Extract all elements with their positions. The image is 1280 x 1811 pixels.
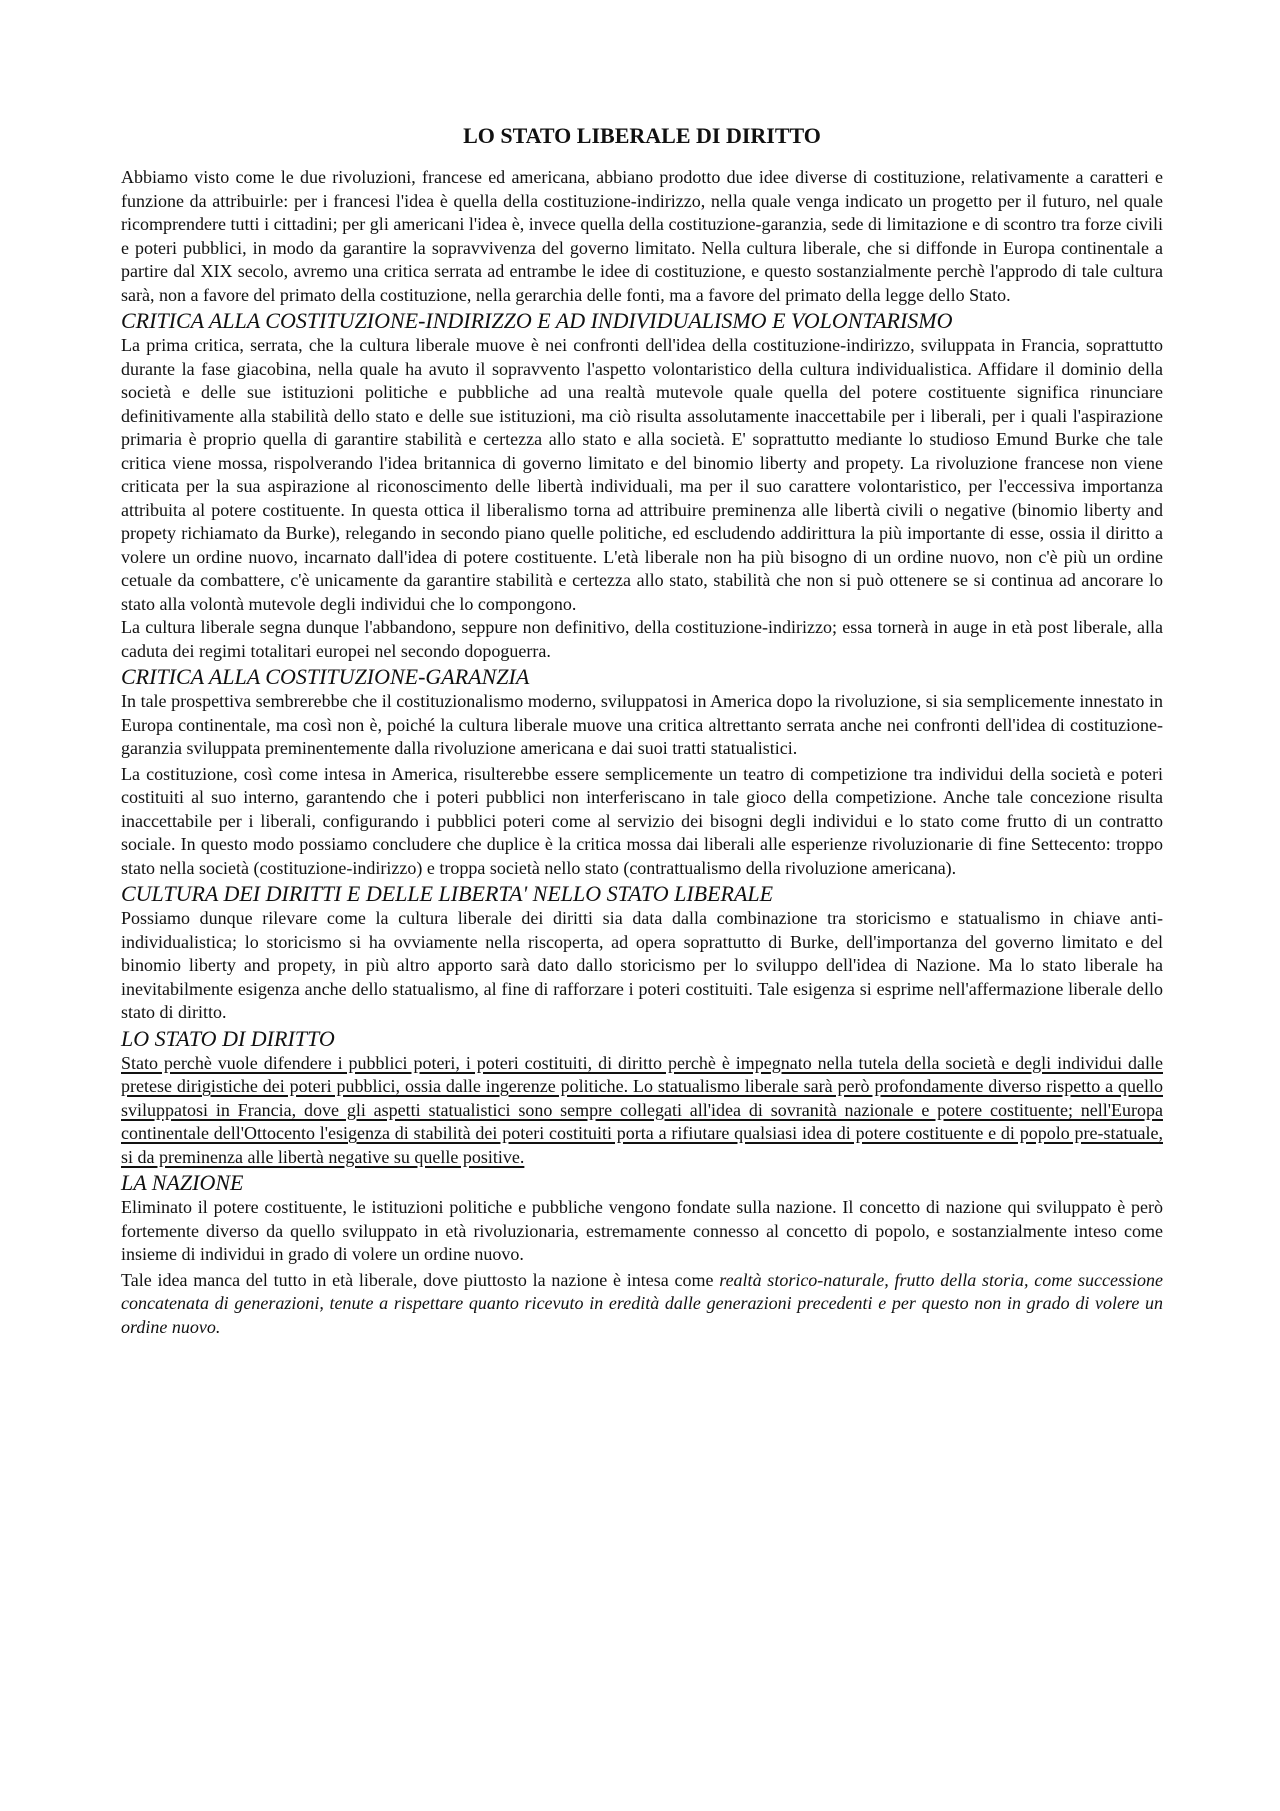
plain-text-run: Tale idea manca del tutto in età liberale, dove piuttosto la nazione è intesa come: [121, 1269, 720, 1290]
section-paragraph: Eliminato il potere costituente, le istituzioni politiche e pubbliche vengono fondate sulla nazione. Il concetto di nazione qui sviluppato è però fortemente diverso da quello sviluppato in età rivoluzionaria, estremamente connesso al concetto di popolo, e sostanzialmente inteso come insieme di individui in grado di volere un ordine nuovo.: [121, 1197, 1163, 1264]
section-paragraph: La costituzione, così come intesa in America, risulterebbe essere semplicemente un teatro di competizione tra individui della società e poteri costituiti al suo interno, garantendo che i poteri pubblici non interferiscano in tale gioco della competizione. Anche tale concezione risulta inaccettabile per i liberali, configurando i pubblici poteri come al servizio dei bisogni degli individui e lo stato come frutto di un contratto sociale. In questo modo possiamo concludere che duplice è la critica mossa dai liberali alle esperienze rivoluzionarie di fine Settecento: troppo stato nella società (costituzione-indirizzo) e troppa società nello stato (contrattualismo della rivoluzione americana).: [121, 763, 1163, 878]
document-page: [121, 106, 1163, 1339]
section-heading: CRITICA ALLA COSTITUZIONE-GARANZIA: [121, 664, 530, 689]
italic-text-run: realtà storico-naturale, frutto della storia, come successione concatenata di generazioni, tenute a rispettare quanto ricevuto in eredità dalle generazioni precedenti e per questo non in grado di volere un ordine nuovo.: [121, 1269, 1164, 1337]
section-heading: CULTURA DEI DIRITTI E DELLE LIBERTA' NELLO STATO LIBERALE: [121, 881, 774, 906]
document-title: LO STATO LIBERALE DI DIRITTO: [463, 123, 821, 148]
underlined-paragraph: Stato perchè vuole difendere i pubblici poteri, i poteri costituiti, di diritto perchè è impegnato nella tutela della società e degli individui dalle pretese dirigistiche dei poteri pubblici, ossia dalle ingerenze politiche. Lo statualismo liberale sarà però profondamente diverso rispetto a quello sviluppatosi in Francia, dove gli aspetti statualistici sono sempre collegati all'idea di sovranità nazionale e potere costituente; nell'Europa continentale dell'Ottocento l'esigenza di stabilità dei poteri costituiti porta a rifiutare qualsiasi idea di potere costituente e di popolo pre-statuale, si da preminenza alle libertà negative su quelle positive.: [121, 1052, 1163, 1167]
section-paragraph: Possiamo dunque rilevare come la cultura liberale dei diritti sia data dalla combinazione tra storicismo e statualismo in chiave anti-individualistica; lo storicismo si ha ovviamente nella riscoperta, ad opera soprattutto di Burke, dell'importanza del governo limitato e del binomio liberty and propety, in più altro apporto sarà dato dallo storicismo per lo sviluppo dell'idea di Nazione. Ma lo stato liberale ha inevitabilmente esigenza anche dello statualismo, al fine di rafforzare i poteri costituiti. Tale esigenza si esprime nell'affermazione liberale dello stato di diritto.: [121, 908, 1163, 1022]
section-heading: LA NAZIONE: [121, 1170, 244, 1195]
section-paragraph: La cultura liberale segna dunque l'abbandono, seppure non definitivo, della costituzione-indirizzo; essa tornerà in auge in età post liberale, alla caduta dei regimi totalitari europei nel secondo dopoguerra.: [121, 617, 1163, 661]
section-stato-di-diritto: [121, 1026, 1163, 1170]
intro-paragraph: Abbiamo visto come le due rivoluzioni, francese ed americana, abbiano prodotto due idee diverse di costituzione, relativamente a caratteri e funzione da attribuirle: per i francesi l'idea è quella della costituzione-indirizzo, nella quale venga indicato un progetto per il futuro, nel quale ricomprendere tutti i cittadini; per gli americani l'idea è, invece quella della costituzione-garanzia, sede di limitazione e di scontro tra forze civili e poteri pubblici, in modo da garantire la sopravvivenza del governo limitato. Nella cultura liberale, che si diffonde in Europa continentale a partire dal XIX secolo, avremo una critica serrata ad entrambe le idee di costituzione, e questo sostanzialmente perchè l'approdo di tale cultura sarà, non a favore del primato della costituzione, nella gerarchia delle fonti, ma a favore del primato della legge dello Stato.: [121, 167, 1163, 305]
section-heading: LO STATO DI DIRITTO: [121, 1025, 335, 1051]
section-critica-garanzia: [121, 664, 1163, 880]
section-paragraph: In tale prospettiva sembrerebbe che il costituzionalismo moderno, sviluppatosi in America dopo la rivoluzione, si sia semplicemente innestato in Europa continentale, ma così non è, poiché la cultura liberale muove una critica altrettanto serrata anche nei confronti dell'idea di costituzione-garanzia sviluppata preminentemente dalla rivoluzione americana e dai suoi tratti statualistici.: [121, 691, 1163, 758]
section-cultura-diritti: [121, 881, 1163, 1025]
section-paragraph: La prima critica, serrata, che la cultura liberale muove è nei confronti dell'idea della costituzione-indirizzo, sviluppata in Francia, soprattutto durante la fase giacobina, nella quale ha avuto il sopravvento l'aspetto volontaristico della cultura individualistica. Affidare il dominio della società e delle sue istituzioni politiche e pubbliche ad una realtà mutevole quale quella del potere costituente significa rinunciare definitivamente alla stabilità dello stato e delle sue istituzioni, ma ciò risulta assolutamente inaccettabile per i liberali, per i quali l'aspirazione primaria è proprio quella di garantire stabilità e certezza allo stato e alla società. E' soprattutto mediante lo studioso Emund Burke che tale critica viene mossa, rispolverando l'idea britannica di governo limitato e del binomio liberty and propety. La rivoluzione francese non viene criticata per la sua aspirazione al riconoscimento delle libertà individuali, ma per il suo carattere volontaristico, per l'eccessiva importanza attribuita al potere costituente. In questa ottica il liberalismo torna ad attribuire preminenza alle libertà civili o negative (binomio liberty and propety richiamato da Burke), relegando in secondo piano quelle politiche, ed escludendo addirittura la più importante di esse, ossia il diritto a volere un ordine nuovo, incarnato dall'idea di potere costituente. L'età liberale non ha più bisogno di un ordine nuovo, non c'è più un ordine cetuale da combattere, c'è unicamente da garantire stabilità e certezza allo stato, stabilità che non si può ottenere se si continua ad ancorare lo stato alla volontà mutevole degli individui che lo compongono.: [121, 335, 1163, 614]
section-nazione: [121, 1170, 1163, 1339]
section-critica-indirizzo: [121, 308, 1163, 663]
section-last-paragraph: [121, 1269, 1163, 1340]
section-heading: CRITICA ALLA COSTITUZIONE-INDIRIZZO E AD INDIVIDUALISMO E VOLONTARISMO: [121, 308, 953, 333]
